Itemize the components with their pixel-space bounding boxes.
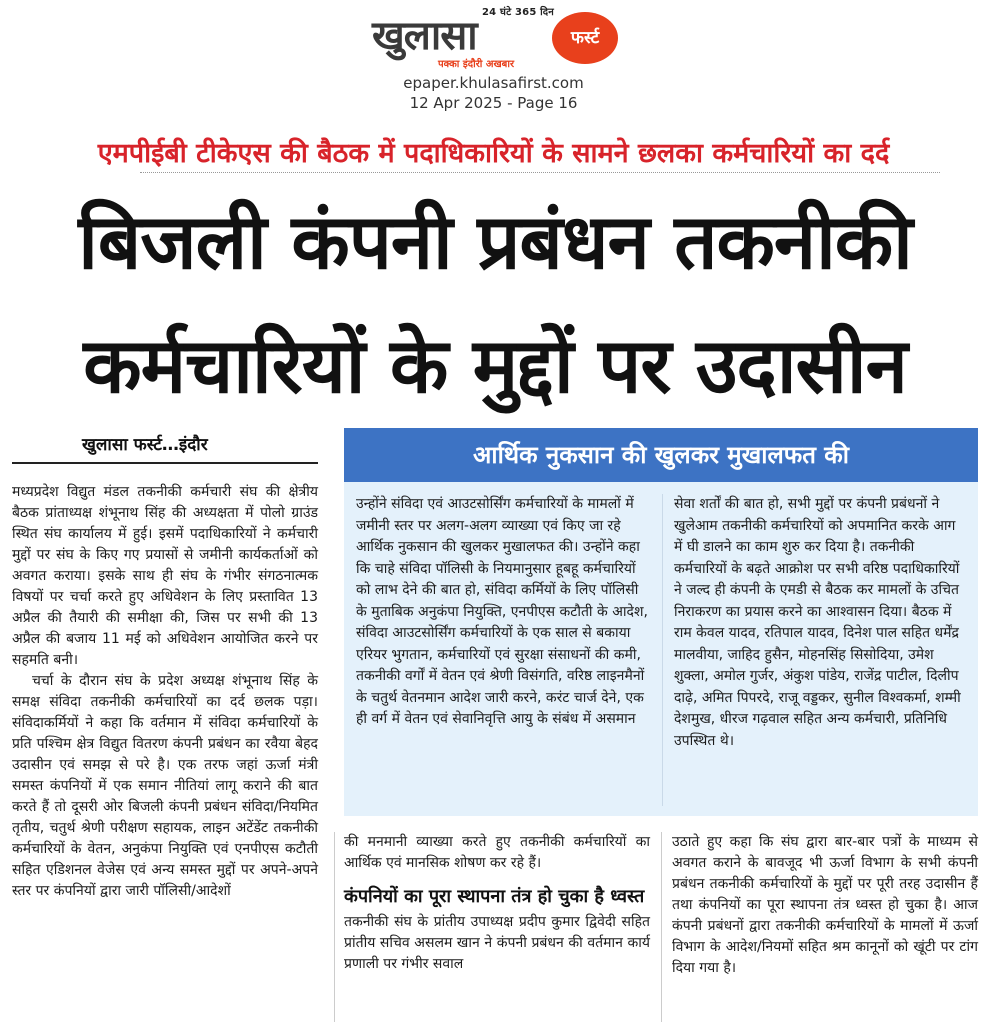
highlight-box-column-1: उन्होंने संविदा एवं आउटसोर्सिंग कर्मचारियों के मामलों में जमीनी स्तर पर अलग-अलग व्याख्या एवं किए जा रहे आर्थिक नुकसान की खुलकर मुखालफत की। उन्होंने कहा कि चाहे संविदा पॉलिसी के नियमानुसार हूबहू कर्मचारियों को लाभ देने की बात हो, संविदा कर्मियों के लिए पॉलिसी के मुताबिक अनुकंपा नियुक्ति, एनपीएस कटौती के आदेश, संविदा आउटसोर्सिंग कर्मचारियों के एक साल से बकाया एरियर भुगतान, कर्मचारियों एवं सुरक्षा संसाधनों की कमी, तकनीकी वर्गों में वेतन एवं श्रेणी विसंगति, वरिष्ठ लाइनमैनों के चतुर्थ वेतनमान आदेश जारी करने, करंट चार्ज देने, एक ही वर्ग में वेतन एवं सेवानिवृत्ति आयु के संबंध में असमान: [356, 496, 648, 727]
article-kicker: एमपीईबी टीकेएस की बैठक में पदाधिकारियों के सामने छलका कर्मचारियों का दर्द: [97, 138, 890, 169]
byline: खुलासा फर्स्ट…इंदौर: [82, 435, 208, 455]
headline-line-1: बिजली कंपनी प्रबंधन तकनीकी: [78, 197, 912, 286]
article-column-left: [12, 482, 318, 902]
column-divider: [334, 832, 335, 1022]
highlight-box-divider: [662, 494, 663, 806]
logo-tagline-bottom: पक्का इंदौरी अखबार: [438, 59, 515, 70]
column-divider: [661, 832, 662, 1022]
paragraph: मध्यप्रदेश विद्युत मंडल तकनीकी कर्मचारी संघ की क्षेत्रीय बैठक प्रांताध्यक्ष शंभूनाथ सिंह की अध्यक्षता में पोलो ग्राउंड स्थित संघ कार्यालय में हुई। इसमें पदाधिकारियों ने कर्मचारी मुद्दों पर संघ के किए गए प्रयासों से जमीनी कार्यकर्ताओं को अवगत कराया। इसके साथ ही संघ के गंभीर संगठनात्मक विषयों पर चर्चा करते हुए अधिवेशन के लिए प्रस्तावित 13 अप्रैल की तैयारी की समीक्षा की, जिस पर सभी की 13 अप्रैल की बजाय 11 मई को अधिवेशन आयोजित करने पर सहमति बनी।: [12, 484, 318, 668]
paragraph: की मनमानी व्याख्या करते हुए तकनीकी कर्मचारियों का आर्थिक एवं मानसिक शोषण कर रहे हैं।: [344, 834, 650, 871]
site-url: epaper.khulasafirst.com: [403, 74, 584, 92]
headline-line-2: कर्मचारियों के मुद्दों पर उदासीन: [83, 321, 907, 410]
article-column-right: [672, 832, 978, 979]
logo-tagline-top: 24 घंटे 365 दिन: [482, 7, 555, 18]
paragraph: तकनीकी संघ के प्रांतीय उपाध्यक्ष प्रदीप कुमार द्विवेदी सहित प्रांतीय सचिव असलम खान ने कंपनी प्रबंधन की वर्तमान कार्य प्रणाली पर गंभीर सवाल: [344, 914, 650, 972]
byline-divider: [12, 462, 318, 464]
article-headline: [20, 180, 970, 428]
edition-date-page: 12 Apr 2025 - Page 16: [409, 94, 578, 112]
highlight-box: [344, 428, 978, 816]
highlight-box-column-2: सेवा शर्तों की बात हो, सभी मुद्दों पर कंपनी प्रबंधनों ने खुलेआम तकनीकी कर्मचारियों को अपमानित करके आग में घी डालने का काम शुरु कर दिया है। तकनीकी कर्मचारियों के बढ़ते आक्रोश पर सभी वरिष्ठ पदाधिकारियों ने जल्द ही कंपनी के एमडी से बैठक कर मामलों के उचित निराकरण का प्रयास करने का आश्वासन दिया। बैठक में राम केवल यादव, रतिपाल यादव, दिनेश पाल सहित धर्मेंद्र मालवीया, जाहिद हुसैन, मोहनसिंह सिसोदिया, उमेश शुक्ला, अमोल गुर्जर, अंकुश पांडेय, राजेंद्र पाटील, दिलीप दाढ़े, अमित पिपरदे, राजू वड्डकर, सुनील विश्वकर्मा, शम्मी देशमुख, धीरज गढ़वाल सहित अन्य कर्मचारी, प्रतिनिधि उपस्थित थे।: [674, 496, 961, 749]
paragraph: उठाते हुए कहा कि संघ द्वारा बार-बार पत्रों के माध्यम से अवगत कराने के बावजूद भी ऊर्जा विभाग के सभी कंपनी प्रबंधन तकनीकी कर्मचारियों के मुद्दों पर पूरी तरह उदासीन हैं तथा कंपनियों का पूरा स्थापना तंत्र ध्वस्त हो चुका है। आज कंपनी प्रबंधनों द्वारा तकनीकी कर्मचारियों के मामलों में ऊर्जा विभाग के आदेश/नियमों सहित श्रम कानूनों को खूंटी पर टांग दिया गया है।: [672, 834, 978, 976]
newspaper-logo: [372, 4, 620, 68]
kicker-divider: [140, 172, 940, 173]
paragraph: चर्चा के दौरान संघ के प्रदेश अध्यक्ष शंभूनाथ सिंह के समक्ष संविदा तकनीकी कर्मचारियों का दर्द छलक पड़ा। संविदाकर्मियों ने कहा कि वर्तमान में संविदा कर्मचारियों के प्रति पश्चिम क्षेत्र विद्युत वितरण कंपनी प्रबंधन का रवैया बेहद उदासीन एवं समझ से परे है। एक तरफ जहां ऊर्जा मंत्री समस्त कंपनियों में एक समान नीतियां लागू कराने की बात करते हैं तो दूसरी ओर बिजली कंपनी प्रबंधन संविदा/नियमित तृतीय, चतुर्थ श्रेणी परीक्षण सहायक, लाइन अटेंडेंट तकनीकी कर्मचारियों के वेतन, अनुकंपा नियुक्ति एवं एनपीएस कटौती सहित एडिशनल वेजेस एवं अन्य समस्त मुद्दों पर अपने-अपने स्तर पर कंपनियों द्वारा जारी पॉलिसी/आदेशों: [12, 673, 318, 899]
article-subhead: कंपनियों का पूरा स्थापना तंत्र हो चुका है ध्वस्त: [344, 886, 645, 907]
logo-badge: फर्स्ट: [552, 12, 618, 64]
logo-wordmark: खुलासा: [372, 13, 477, 59]
masthead: [0, 0, 987, 120]
highlight-box-title: आर्थिक नुकसान की खुलकर मुखालफत की: [344, 428, 978, 482]
article-column-middle: [344, 832, 650, 975]
